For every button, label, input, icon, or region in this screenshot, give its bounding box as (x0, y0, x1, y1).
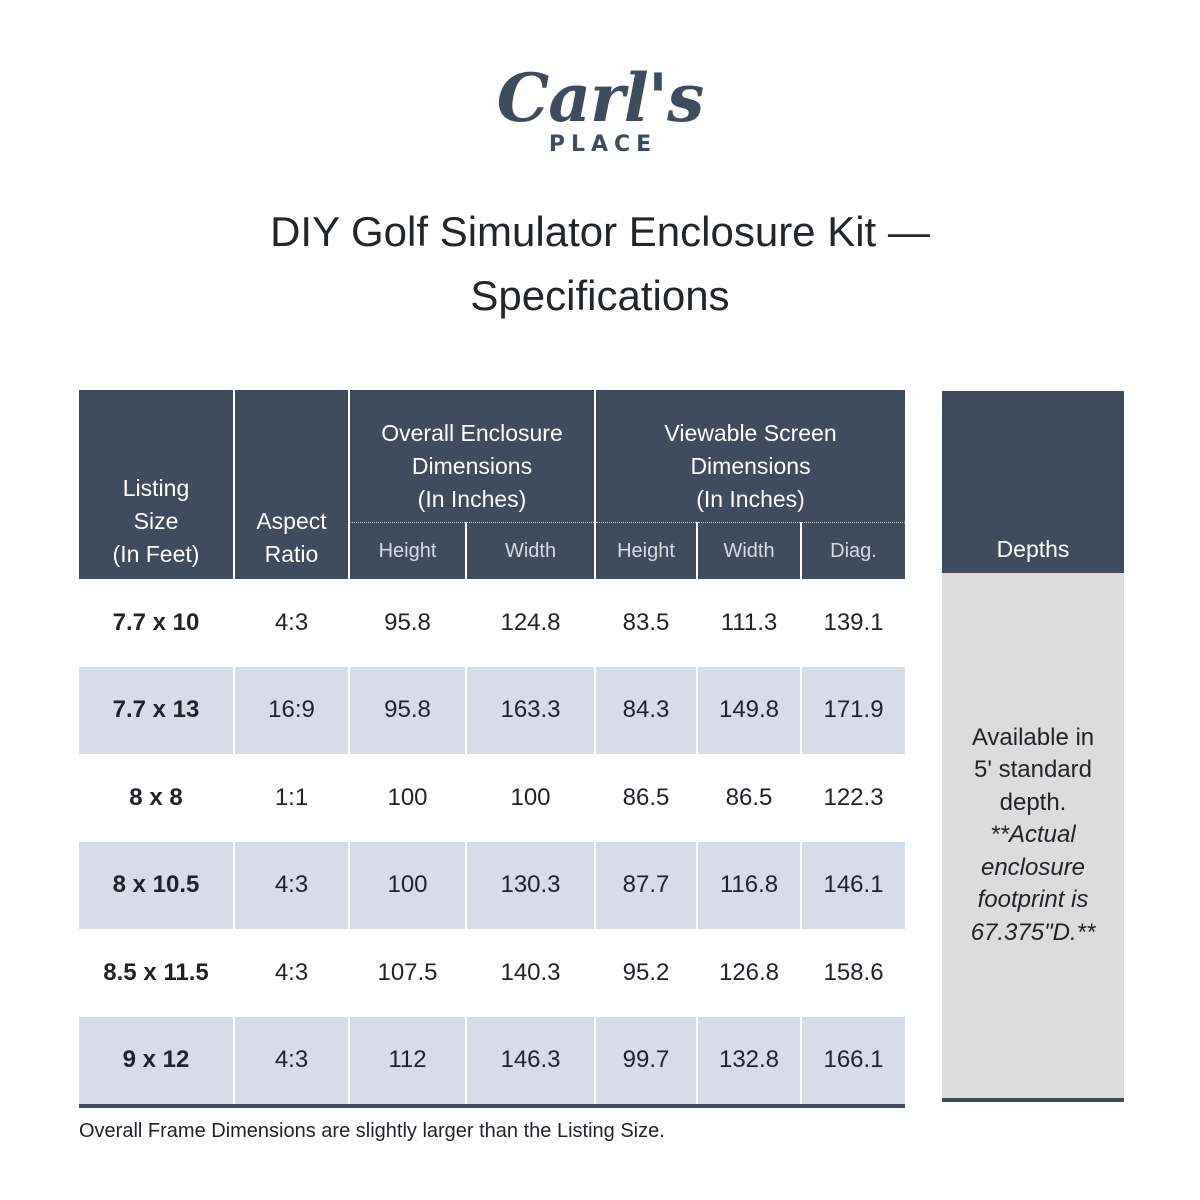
cell-view-diag: 122.3 (823, 783, 884, 811)
footnote: Overall Frame Dimensions are slightly larger than the Listing Size. (79, 1120, 665, 1142)
cell-overall-height: 95.8 (349, 579, 466, 667)
cell-aspect-ratio: 1:1 (234, 754, 349, 842)
cell-overall-height: 100 (349, 842, 466, 930)
cell-listing-size: 8 x 8 (79, 754, 234, 842)
cell-listing-size: 7.7 x 10 (79, 579, 234, 667)
cell-view-width: 86.5 (697, 754, 801, 842)
header-overall-enclosure: Overall Enclosure Dimensions (In Inches) (349, 390, 595, 523)
cell-view-width: 111.3 (697, 579, 801, 667)
cell-view-height: 86.5 (595, 754, 697, 842)
logo (0, 58, 1200, 157)
cell-aspect-ratio: 4:3 (234, 1017, 349, 1107)
cell-view-width: 116.8 (697, 842, 801, 930)
logo-sub: PLACE (548, 132, 658, 157)
cell-overall-width: 146.3 (466, 1017, 595, 1107)
table-row (79, 842, 905, 930)
cell-view-height: 99.7 (595, 1017, 697, 1107)
depths-panel (942, 391, 1124, 1102)
cell-overall-height: 100 (349, 754, 466, 842)
cell-listing-size: 9 x 12 (79, 1017, 234, 1107)
cell-overall-width: 124.8 (466, 579, 595, 667)
cell-view-diag: 166.1 (801, 1017, 905, 1107)
cell-overall-width: 130.3 (466, 842, 595, 930)
cell-overall-height: 107.5 (349, 929, 466, 1017)
cell-aspect-ratio: 4:3 (234, 579, 349, 667)
header-listing-size: Listing Size (In Feet) (79, 390, 234, 579)
title-line-2: Specifications (470, 272, 730, 319)
table-row (79, 667, 905, 755)
depths-text: Available in 5' standard depth. (971, 723, 1095, 816)
cell-listing-size: 7.7 x 13 (79, 667, 234, 755)
cell-listing-size: 8 x 10.5 (79, 842, 234, 930)
header-view-width: Width (697, 523, 801, 580)
depths-note: **Actual enclosure footprint is 67.375"D.** (970, 821, 1096, 946)
header-viewable-screen: Viewable Screen Dimensions (In Inches) (595, 390, 905, 523)
cell-overall-width: 163.3 (466, 667, 595, 755)
cell-view-height: 83.5 (595, 579, 697, 667)
page-title (100, 200, 1100, 328)
cell-aspect-ratio: 4:3 (234, 842, 349, 930)
cell-view-diag: 139.1 (823, 608, 884, 636)
cell-overall-width: 100 (466, 754, 595, 842)
header-aspect-ratio: Aspect Ratio (234, 390, 349, 579)
header-view-diag: Diag. (801, 523, 905, 580)
cell-overall-height: 95.8 (349, 667, 466, 755)
cell-overall-width: 140.3 (466, 929, 595, 1017)
cell-view-height: 84.3 (595, 667, 697, 755)
table-row (79, 579, 905, 667)
depths-body (942, 573, 1124, 1102)
cell-view-width: 132.8 (697, 1017, 801, 1107)
table-row (79, 1017, 905, 1107)
cell-view-width: 149.8 (697, 667, 801, 755)
cell-overall-height: 112 (349, 1017, 466, 1107)
depths-header: Depths (942, 391, 1124, 573)
cell-view-height: 95.2 (595, 929, 697, 1017)
logo-script: Carl's (496, 59, 704, 137)
cell-aspect-ratio: 16:9 (234, 667, 349, 755)
cell-listing-size: 8.5 x 11.5 (79, 929, 234, 1017)
cell-view-diag: 158.6 (823, 958, 884, 986)
cell-view-width: 126.8 (697, 929, 801, 1017)
header-overall-width: Width (466, 523, 595, 580)
cell-view-diag: 146.1 (801, 842, 905, 930)
specifications-table (79, 390, 905, 1108)
title-line-1: DIY Golf Simulator Enclosure Kit — (270, 208, 930, 255)
cell-view-diag: 171.9 (801, 667, 905, 755)
table-row (79, 929, 905, 1017)
header-overall-height: Height (349, 523, 466, 580)
cell-aspect-ratio: 4:3 (234, 929, 349, 1017)
cell-view-height: 87.7 (595, 842, 697, 930)
header-view-height: Height (595, 523, 697, 580)
table-row (79, 754, 905, 842)
